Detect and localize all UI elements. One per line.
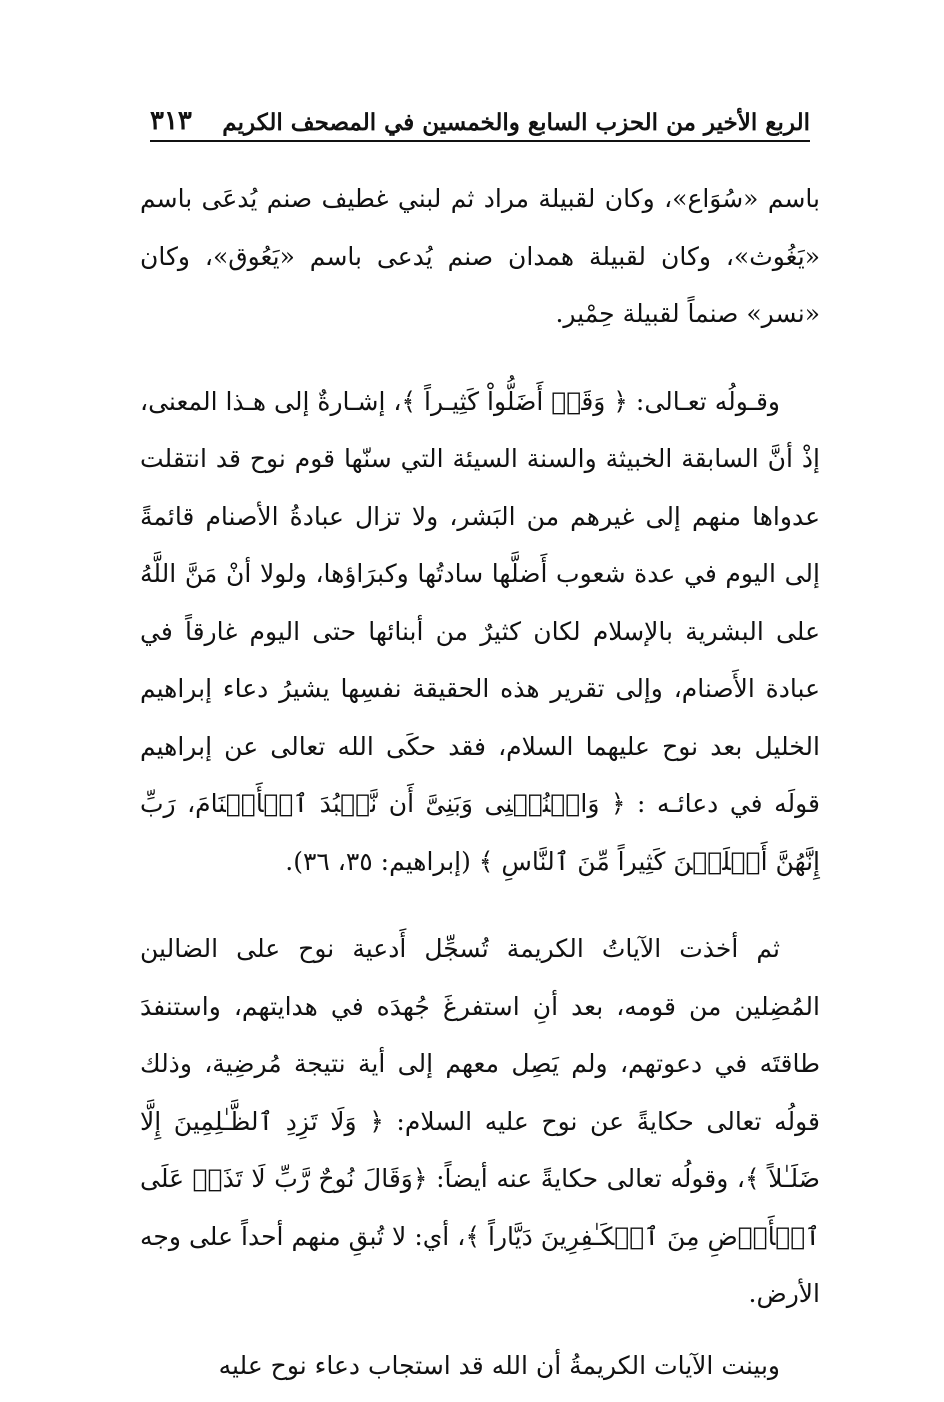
paragraph-2: وقـولُه تعـالى: ﴿ وَقَدۡ أَضَلُّواْ كَثِيـراً ﴾، إشـارةٌ إلى هـذا المعنى، إذْ أنَّ السابقة الخبيثة والسنة السيئة التي سنّها قوم نوح قد انتقلت عدواها منهم إلى غيرهم من البَشر، ولا تزال عبادةُ الأصنام قائمةً إلى اليوم في عدة شعوب أَضلَّها سادتُها وكبرَاؤها، ولولا أنْ مَنَّ اللَّهُ على البشرية بالإسلام لكان كثيرٌ من أبنائها حتى اليوم غارقاً في عبادة الأَصنام، وإلى تقرير هذه الحقيقة نفسِها يشيرُ دعاء إبراهيم الخليل بعد نوح عليهما السلام، فقد حكَى الله تعالى عن إبراهيم قولَه في دعائـه : ﴿ وَاجۡنُبۡنِى وَبَنِىَّ أَن نَّعۡبُدَ ٱلۡأَصۡنَامَ، رَبِّ إِنَّهُنَّ أَضۡلَلۡنَ كَثِيراً مِّنَ ٱلنَّاسِ ﴾ (إبراهيم: ٣٥، ٣٦). xyxy=(140,386,820,876)
paragraph-1: باسم «سُوَاع»، وكان لقبيلة مراد ثم لبني غطيف صنم يُدعَى باسم «يَغُوث»، وكان لقبيلة همدان صنم يُدعى باسم «يَعُوق»، وكان «نسر» صنماً لقبيلة حِمْير. xyxy=(140,184,820,328)
page-body xyxy=(140,170,820,1394)
page-number: ٣١٣ xyxy=(150,106,192,136)
running-header xyxy=(150,98,810,142)
header-title: الربع الأخير من الحزب السابع والخمسين في المصحف الكريم xyxy=(222,109,810,136)
paragraph-3: ثم أخذت الآياتُ الكريمة تُسجِّل أَدعية نوح على الضالين المُضِلين من قومه، بعد أنِ استفرغَ جُهدَه في هدايتهم، واستنفدَ طاقتَه في دعوتهم، ولم يَصِل معهم إلى أية نتيجة مُرضِية، وذلك قولُه تعالى حكايةً عن نوح عليه السلام: ﴿ وَلَا تَزِدِ ٱلظَّـٰلِمِينَ إِلَّا ضَلَـٰلاً ﴾، وقولُه تعالى حكايةً عنه أيضاً: ﴿وَقَالَ نُوحٌ رَّبِّ لَا تَذَرۡ عَلَى ٱلۡأَرۡضِ مِنَ ٱلۡكَـٰفِرِينَ دَيَّاراً ﴾، أي: لا تُبقِ منهم أحداً على وجه الأرض. xyxy=(140,934,820,1308)
paragraph-4: وبينت الآيات الكريمةُ أن الله قد استجاب دعاء نوح عليه xyxy=(218,1350,780,1380)
